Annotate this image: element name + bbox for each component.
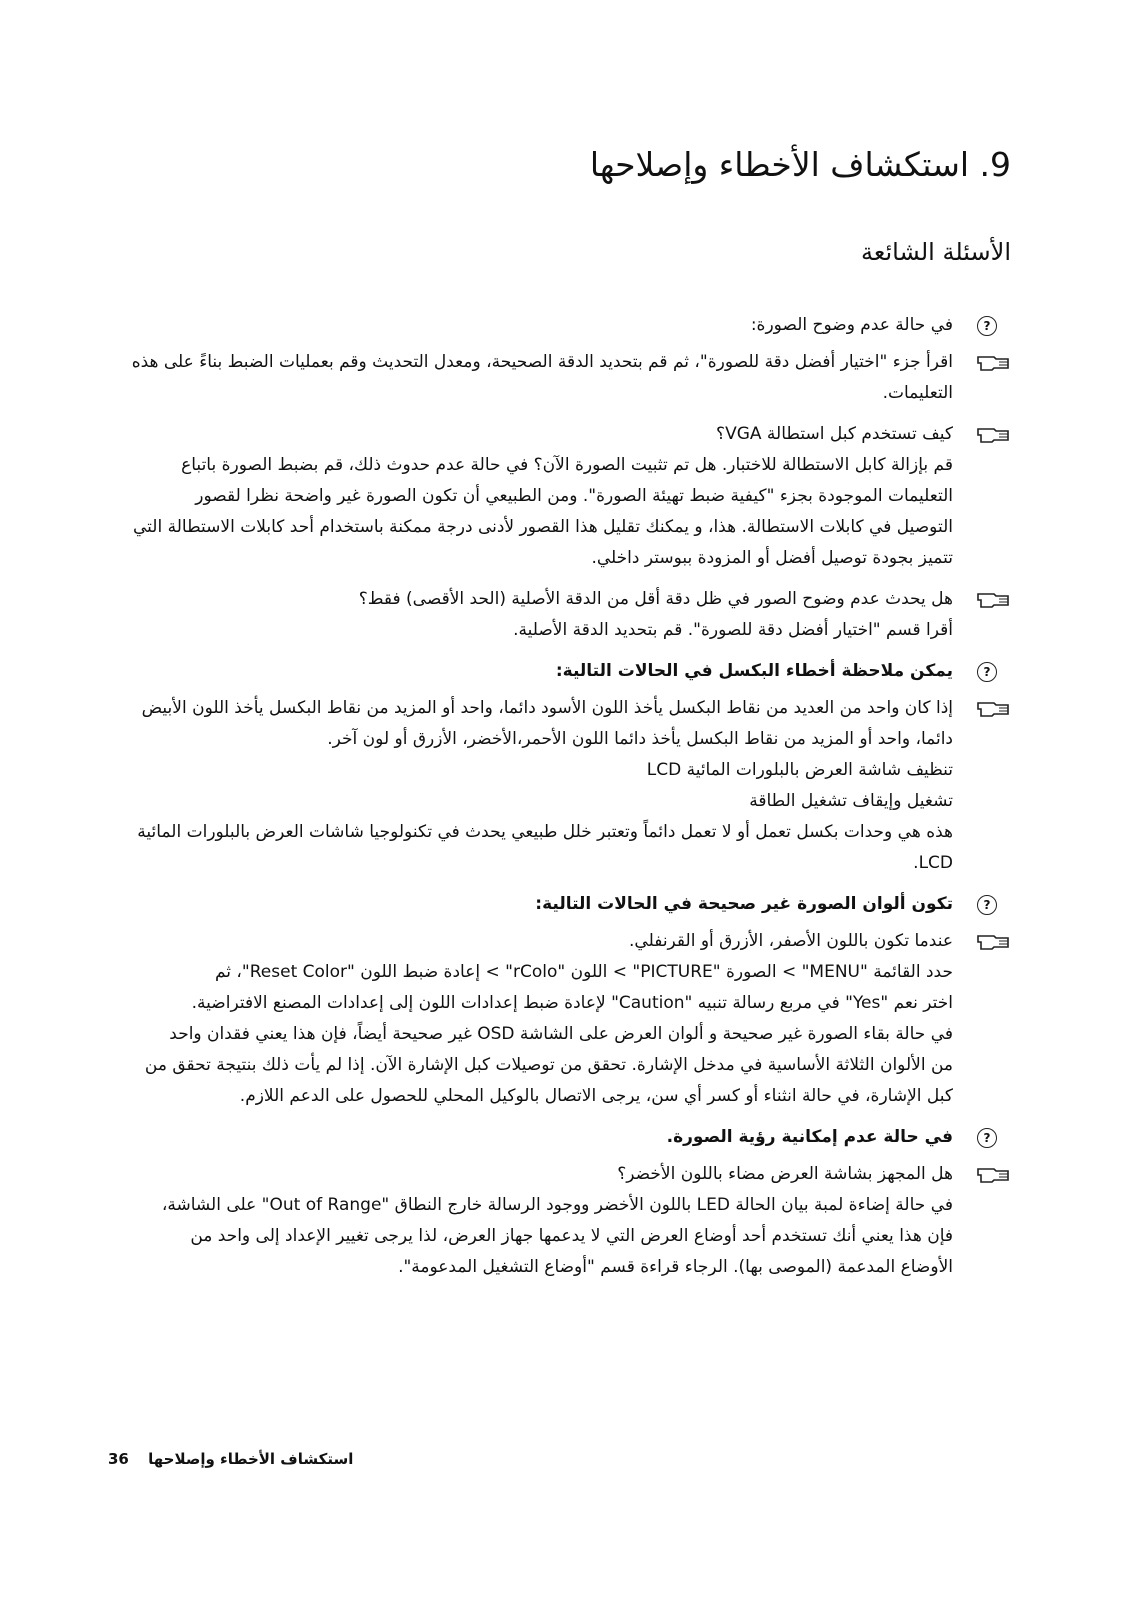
faq-question-text: يمكن ملاحظة أخطاء البكسل في الحالات التالية: bbox=[555, 661, 953, 681]
answer-line: تشغيل وإيقاف تشغيل الطاقة bbox=[749, 791, 953, 811]
page-title: 9. استكشاف الأخطاء وإصلاحها bbox=[589, 145, 1011, 184]
answer-line: حدد القائمة "MENU" > الصورة "PICTURE" > اللون "rColo" > إعادة ضبط اللون "Reset Color"، ثم bbox=[214, 962, 953, 982]
faq-answer bbox=[111, 693, 1011, 879]
pointing-hand-icon bbox=[977, 425, 1011, 443]
pointing-hand-icon bbox=[977, 932, 1011, 950]
faq-answer bbox=[111, 584, 1011, 646]
question-icon: ? bbox=[977, 662, 997, 682]
answer-line: أقرا قسم "اختيار أفضل دقة للصورة". قم بتحديد الدقة الأصلية. bbox=[513, 620, 953, 640]
answer-line: هل يحدث عدم وضوح الصور في ظل دقة أقل من الدقة الأصلية (الحد الأقصى) فقط؟ bbox=[358, 589, 953, 609]
faq-answer bbox=[111, 926, 1011, 1112]
faq-question-text: تكون ألوان الصورة غير صحيحة في الحالات التالية: bbox=[535, 894, 953, 914]
faq-section bbox=[111, 310, 1011, 646]
answer-line: التوصيل في كابلات الاستطالة. هذا، و يمكنك تقليل هذا القصور لأدنى درجة ممكنة باستخدام أحد كابلات الاستطالة التي bbox=[133, 517, 953, 537]
faq-section bbox=[111, 656, 1011, 879]
faq-question-text: في حالة عدم إمكانية رؤية الصورة. bbox=[666, 1127, 953, 1147]
answer-line: قم بإزالة كابل الاستطالة للاختبار. هل تم تثبيت الصورة الآن؟ في حالة عدم حدوث ذلك، قم بضبط الصورة باتباع bbox=[181, 455, 953, 475]
answer-line: فإن هذا يعني أنك تستخدم أحد أوضاع العرض التي لا يدعمها جهاز العرض، لذا يرجى تغيير الإعداد إلى واحد من bbox=[190, 1226, 953, 1246]
answer-line: اقرأ جزء "اختيار أفضل دقة للصورة"، ثم قم بتحديد الدقة الصحيحة، ومعدل التحديث وقم بعمليات الضبط بناءً على هذه bbox=[131, 352, 953, 372]
answer-line: في حالة بقاء الصورة غير صحيحة و ألوان العرض على الشاشة OSD غير صحيحة أيضاً، فإن هذا يعني فقدان واحد bbox=[169, 1024, 953, 1044]
faq-section bbox=[111, 889, 1011, 1112]
answer-line: هل المجهز بشاشة العرض مضاء باللون الأخضر؟ bbox=[617, 1164, 953, 1184]
answer-line: الأوضاع المدعمة (الموصى بها). الرجاء قراءة قسم "أوضاع التشغيل المدعومة". bbox=[398, 1257, 953, 1277]
faq-question-text: في حالة عدم وضوح الصورة: bbox=[750, 315, 953, 335]
answer-line: تنظيف شاشة العرض بالبلورات المائية LCD bbox=[646, 760, 953, 780]
faq-answer bbox=[111, 347, 1011, 409]
faq-question bbox=[111, 889, 1011, 920]
pointing-hand-icon bbox=[977, 1165, 1011, 1183]
page-number: 36 bbox=[108, 1450, 129, 1468]
answer-line: هذه هي وحدات بكسل تعمل أو لا تعمل دائماً وتعتبر خلل طبيعي يحدث في تكنولوجيا شاشات العرض بالبلورات المائية bbox=[137, 822, 953, 842]
pointing-hand-icon bbox=[977, 699, 1011, 717]
question-icon: ? bbox=[977, 1128, 997, 1148]
answer-line: تتميز بجودة توصيل أفضل أو المزودة ببوستر داخلي. bbox=[591, 548, 953, 568]
faq-answer bbox=[111, 419, 1011, 574]
footer-section-title: استكشاف الأخطاء وإصلاحها bbox=[148, 1450, 354, 1468]
answer-line: LCD. bbox=[913, 853, 953, 873]
faq-question bbox=[111, 656, 1011, 687]
answer-line: إذا كان واحد من العديد من نقاط البكسل يأخذ اللون الأسود دائما، واحد أو المزيد من نقاط البكسل يأخذ اللون الأبيض bbox=[141, 698, 953, 718]
answer-line: كيف تستخدم كبل استطالة VGA؟ bbox=[716, 424, 953, 444]
answer-line: اختر نعم "Yes" في مربع رسالة تنبيه "Caution" لإعادة ضبط إعدادات اللون إلى إعدادات المصنع الافتراضية. bbox=[191, 993, 953, 1013]
faq-question bbox=[111, 310, 1011, 341]
pointing-hand-icon bbox=[977, 353, 1011, 371]
answer-line: من الألوان الثلاثة الأساسية في مدخل الإشارة. تحقق من توصيلات كبل الإشارة الآن. إذا لم يأت ذلك بنتيجة تحقق من bbox=[144, 1055, 953, 1075]
answer-line: التعليمات. bbox=[882, 383, 953, 403]
faq-section bbox=[111, 1122, 1011, 1283]
faq-content bbox=[111, 310, 1011, 1293]
answer-line: كبل الإشارة، في حالة انثناء أو كسر أي سن، يرجى الاتصال بالوكيل المحلي للحصول على الدعم اللازم. bbox=[239, 1086, 953, 1106]
answer-line: عندما تكون باللون الأصفر، الأزرق أو القرنفلي. bbox=[629, 931, 953, 951]
answer-line: دائما، واحد أو المزيد من نقاط البكسل يأخذ دائما اللون الأحمر،الأخضر، الأزرق أو لون آخر. bbox=[327, 729, 953, 749]
pointing-hand-icon bbox=[977, 590, 1011, 608]
answer-line: التعليمات الموجودة بجزء "كيفية ضبط تهيئة الصورة". ومن الطبيعي أن تكون الصورة غير واضحة نظرا لقصور bbox=[195, 486, 953, 506]
page-footer bbox=[108, 1450, 353, 1468]
faq-answer bbox=[111, 1159, 1011, 1283]
faq-question bbox=[111, 1122, 1011, 1153]
question-icon: ? bbox=[977, 895, 997, 915]
question-icon: ? bbox=[977, 316, 997, 336]
answer-line: في حالة إضاءة لمبة بيان الحالة LED باللون الأخضر ووجود الرسالة خارج النطاق "Out of Range" على الشاشة، bbox=[161, 1195, 953, 1215]
page-subtitle: الأسئلة الشائعة bbox=[861, 238, 1011, 266]
